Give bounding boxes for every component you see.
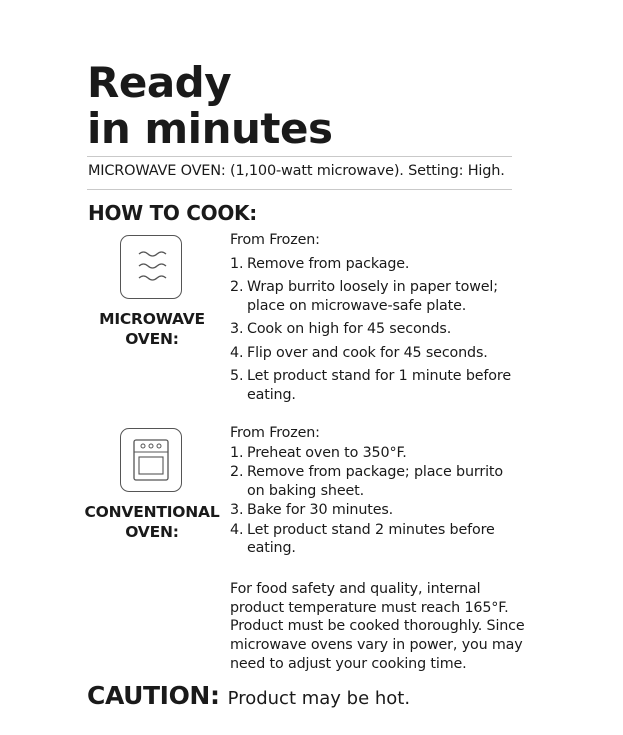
caution-line — [87, 681, 410, 710]
caution-text: Product may be hot. — [227, 688, 411, 709]
step-text: Flip over and cook for 45 seconds. — [247, 344, 488, 361]
microwave-label-line-2: OVEN: — [125, 330, 179, 348]
conventional-step — [230, 444, 515, 463]
step-number: 1. — [230, 444, 244, 461]
step-number: 3. — [230, 321, 244, 337]
microwave-step — [230, 367, 520, 404]
conventional-instructions — [230, 424, 515, 559]
bottom-divider — [87, 189, 512, 190]
microwave-oven-label — [92, 309, 212, 349]
conventional-intro: From Frozen: — [230, 425, 320, 441]
step-number: 5. — [230, 368, 244, 384]
step-text: Wrap burrito loosely in paper towel; place on microwave-safe plate. — [247, 279, 498, 314]
step-number: 4. — [230, 344, 244, 361]
step-number: 3. — [230, 502, 244, 518]
top-divider — [87, 156, 512, 157]
step-number: 4. — [230, 521, 244, 538]
page-title — [87, 60, 332, 152]
step-text: Preheat oven to 350°F. — [247, 444, 407, 461]
microwave-step — [230, 344, 520, 363]
microwave-instructions — [230, 231, 520, 409]
microwave-intro: From Frozen: — [230, 232, 320, 248]
caution-label: CAUTION: — [87, 681, 220, 710]
microwave-step — [230, 278, 520, 315]
microwave-step — [230, 255, 520, 274]
conventional-step — [230, 521, 515, 558]
microwave-waves-icon — [120, 235, 182, 299]
step-text: Bake for 30 minutes. — [247, 502, 394, 518]
microwave-steps-list — [230, 255, 520, 405]
step-number: 2. — [230, 464, 244, 480]
conventional-label-line-1: CONVENTIONAL — [84, 503, 220, 521]
food-safety-note: For food safety and quality, internal product temperature must reach 165°F. Product must be cooked thoroughly. Since microwave ovens vary in power, you may need to adjust your cooking time. — [230, 581, 525, 672]
step-text: Remove from package. — [247, 255, 410, 272]
title-line-2: in minutes — [87, 104, 333, 153]
microwave-step — [230, 320, 520, 339]
title-line-1: Ready — [87, 58, 232, 107]
conventional-step — [230, 463, 515, 500]
conventional-label-line-2: OVEN: — [125, 523, 179, 541]
step-text: Let product stand for 1 minute before eating. — [247, 368, 511, 403]
step-number: 2. — [230, 279, 244, 295]
step-text: Cook on high for 45 seconds. — [247, 321, 452, 337]
step-text: Let product stand 2 minutes before eating. — [247, 521, 495, 556]
conventional-oven-label — [82, 502, 222, 542]
microwave-setting-line: MICROWAVE OVEN: (1,100-watt microwave). Setting: High. — [88, 163, 505, 179]
conventional-step — [230, 501, 515, 520]
step-number: 1. — [230, 255, 244, 272]
conventional-steps-list — [230, 444, 515, 558]
oven-icon — [120, 428, 182, 492]
step-text: Remove from package; place burrito on baking sheet. — [247, 464, 503, 499]
how-to-cook-heading: HOW TO COOK: — [88, 201, 257, 225]
microwave-label-line-1: MICROWAVE — [99, 310, 205, 328]
